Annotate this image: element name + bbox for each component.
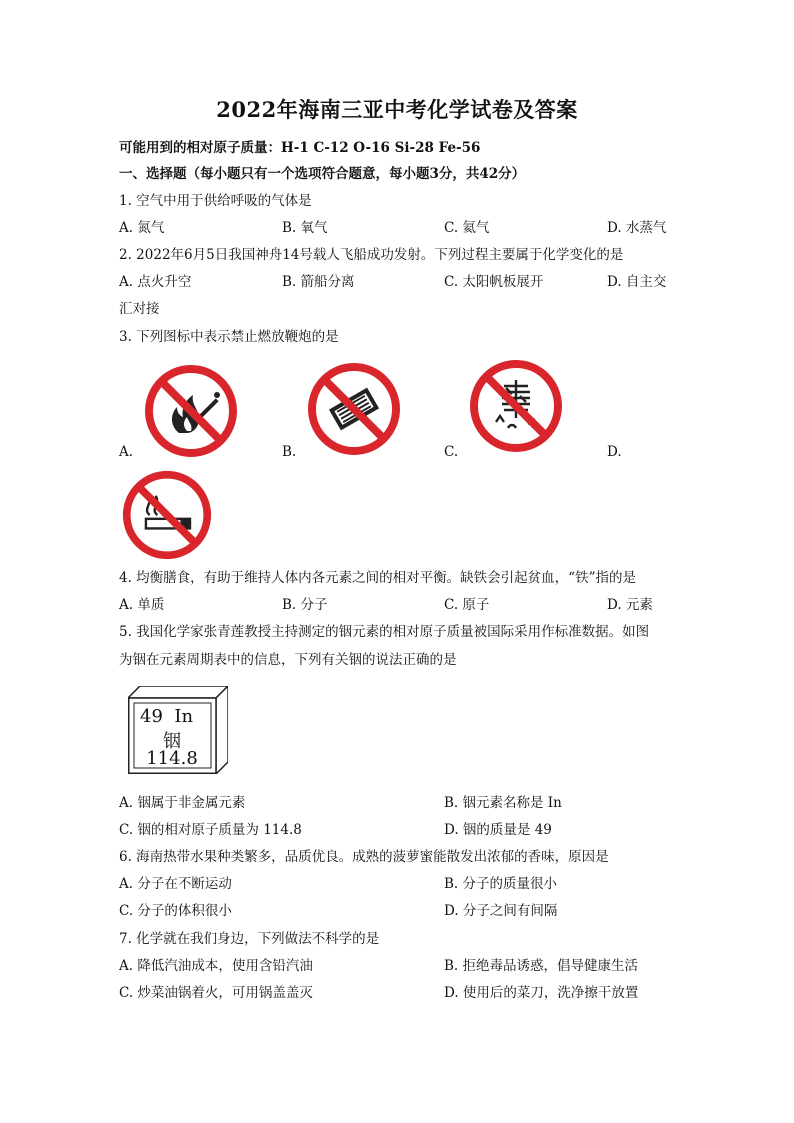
q2-option-c: C. 太阳帆板展开 xyxy=(444,274,544,290)
no-firecrackers-sign-icon xyxy=(468,358,564,454)
page-title: 2022年海南三亚中考化学试卷及答案 xyxy=(216,97,578,122)
q6-option-a: A. 分子在不断运动 xyxy=(119,876,232,892)
question-5-stem-line2: 为铟在元素周期表中的信息，下列有关铟的说法正确的是 xyxy=(119,652,457,668)
question-3-stem: 3. 下列图标中表示禁止燃放鞭炮的是 xyxy=(119,329,339,345)
q3-option-d: D. xyxy=(607,444,622,460)
q1-option-c: C. 氦气 xyxy=(444,220,490,236)
q7-option-b: B. 拒绝毒品诱惑，倡导健康生活 xyxy=(444,958,639,974)
q1-option-b: B. 氧气 xyxy=(282,220,328,236)
atomic-number-symbol xyxy=(140,706,193,727)
no-matches-sign-icon xyxy=(306,361,402,457)
question-2-stem: 2. 2022年6月5日我国神舟14号载人飞船成功发射。下列过程主要属于化学变化的是 xyxy=(119,247,624,263)
q5-option-a: A. 铟属于非金属元素 xyxy=(119,795,246,811)
q2-option-b: B. 箭船分离 xyxy=(282,274,355,290)
q3-option-a: A. xyxy=(119,444,134,460)
q4-option-a: A. 单质 xyxy=(119,597,165,613)
question-4-stem: 4. 均衡膳食，有助于维持人体内各元素之间的相对平衡。缺铁会引起贫血，“铁”指的是 xyxy=(119,570,636,586)
q2-option-a: A. 点火升空 xyxy=(119,274,192,290)
periodic-element-card xyxy=(128,686,228,774)
question-1-stem: 1. 空气中用于供给呼吸的气体是 xyxy=(119,193,312,209)
q3-option-b: B. xyxy=(282,444,297,460)
q2-option-d: D. 自主交 xyxy=(607,274,667,290)
q6-option-b: B. 分子的质量很小 xyxy=(444,876,558,892)
no-smoking-sign-icon xyxy=(121,469,213,561)
q2-option-d-continuation: 汇对接 xyxy=(119,301,160,317)
q4-option-d: D. 元素 xyxy=(607,597,653,613)
q6-option-d: D. 分子之间有间隔 xyxy=(444,903,558,919)
question-7-stem: 7. 化学就在我们身边，下列做法不科学的是 xyxy=(119,931,380,947)
q3-option-c: C. xyxy=(444,444,459,460)
q5-option-d: D. 铟的质量是 49 xyxy=(444,822,552,838)
question-6-stem: 6. 海南热带水果种类繁多，品质优良。成熟的菠萝蜜能散发出浓郁的香味，原因是 xyxy=(119,849,609,865)
q5-option-c: C. 铟的相对原子质量为 114.8 xyxy=(119,822,302,838)
q7-option-c: C. 炒菜油锅着火，可用锅盖盖灭 xyxy=(119,985,313,1001)
q1-option-a: A. 氮气 xyxy=(119,220,165,236)
q1-option-d: D. 水蒸气 xyxy=(607,220,667,236)
atomic-masses: 可能用到的相对原子质量：H-1 C-12 O-16 Si-28 Fe-56 xyxy=(119,140,481,156)
atomic-number: 49 xyxy=(140,706,163,727)
atomic-mass: 114.8 xyxy=(146,748,198,769)
q6-option-c: C. 分子的体积很小 xyxy=(119,903,232,919)
q4-option-c: C. 原子 xyxy=(444,597,490,613)
element-symbol: In xyxy=(174,706,194,727)
q7-option-d: D. 使用后的菜刀，洗净擦干放置 xyxy=(444,985,639,1001)
q5-option-b: B. 铟元素名称是 In xyxy=(444,795,562,811)
q4-option-b: B. 分子 xyxy=(282,597,328,613)
question-5-stem: 5. 我国化学家张青莲教授主持测定的铟元素的相对原子质量被国际采用作标准数据。如图 xyxy=(119,624,650,640)
element-name: 铟 xyxy=(163,731,181,752)
q7-option-a: A. 降低汽油成本，使用含铅汽油 xyxy=(119,958,313,974)
section-heading: 一、选择题（每小题只有一个选项符合题意，每小题3分，共42分） xyxy=(119,166,526,182)
no-open-flame-sign-icon xyxy=(143,363,239,459)
